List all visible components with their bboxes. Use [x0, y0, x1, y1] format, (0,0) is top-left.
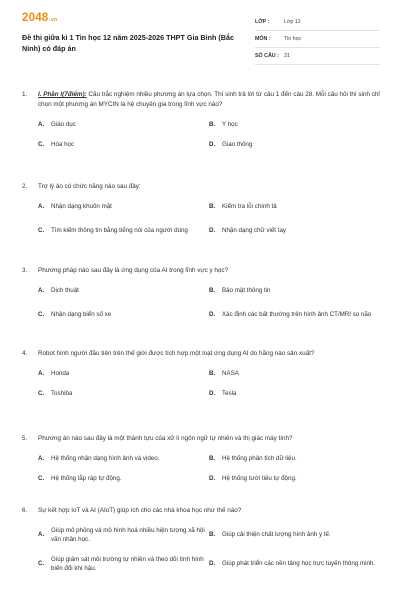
- option-text: Giao thông: [222, 140, 253, 148]
- meta-row-class: [255, 14, 380, 31]
- option-letter: D.: [209, 474, 216, 482]
- option-letter: C.: [38, 389, 45, 397]
- site-logo[interactable]: [22, 12, 57, 24]
- option-text: Dịch thuật: [51, 286, 79, 294]
- option-text: Bảo mật thông tin: [222, 286, 271, 294]
- question-text: Sự kết hợp IoT và AI (AIoT) giúp ích cho các nhà khoa học như thế nào?: [38, 507, 242, 514]
- question-3: [22, 266, 380, 329]
- option-b[interactable]: [209, 202, 380, 211]
- question-number: 5.: [22, 435, 28, 442]
- option-a[interactable]: [38, 526, 209, 544]
- option-text: Giúp giám sát môi trường tự nhiên và theo dõi tình hình biến đổi khí hậu.: [51, 555, 204, 572]
- meta-value: Lớp 12: [284, 19, 301, 25]
- option-text: Tìm kiếm thông tin bằng tiếng nói của người dùng: [51, 227, 188, 234]
- option-d[interactable]: [209, 474, 380, 483]
- option-letter: A.: [38, 531, 45, 538]
- answer-options: [38, 280, 380, 329]
- option-letter: A.: [38, 454, 45, 462]
- meta-label: LỚP :: [255, 19, 270, 25]
- question-number: 6.: [22, 507, 28, 514]
- option-text: Giúp cải thiện chất lượng hình ảnh y tế.: [222, 531, 331, 538]
- answer-options: [38, 363, 380, 403]
- logo-domain: .vn: [49, 17, 58, 23]
- logo-text: 2048: [22, 12, 49, 24]
- option-text: Nhận dạng khuôn mặt: [51, 202, 112, 210]
- option-text: Kiểm tra lỗi chính tả: [222, 202, 277, 210]
- question-1: [22, 90, 380, 154]
- option-text: Tesla: [222, 389, 237, 397]
- option-b[interactable]: [209, 120, 380, 129]
- question-number: 2.: [22, 183, 28, 190]
- option-text: Nhận dạng chữ viết tay: [222, 227, 286, 234]
- question-number: 4.: [22, 350, 28, 357]
- option-text: Nhận dạng biển số xe: [51, 311, 112, 318]
- option-text: Xác định các bất thường trên hình ảnh CT/MRI so não: [222, 311, 372, 318]
- option-text: Y học: [222, 120, 238, 128]
- answer-options: [38, 196, 380, 245]
- option-text: Hệ thống nhận dạng hình ảnh và video.: [51, 454, 160, 462]
- meta-value: 31: [284, 53, 290, 59]
- option-a[interactable]: [38, 202, 209, 211]
- option-c[interactable]: [38, 226, 209, 235]
- option-letter: A.: [38, 369, 45, 377]
- page-header: [0, 0, 400, 66]
- option-letter: B.: [209, 286, 216, 294]
- question-number: 1.: [22, 91, 28, 98]
- option-text: Honda: [51, 369, 70, 377]
- option-b[interactable]: [209, 286, 380, 295]
- question-5: [22, 434, 380, 488]
- option-letter: B.: [209, 202, 216, 210]
- option-letter: B.: [209, 369, 216, 377]
- question-2: [22, 182, 380, 245]
- question-6: [22, 506, 380, 578]
- option-b[interactable]: [209, 530, 380, 539]
- question-text: Robot hình người đầu tiên trên thế giới được tích hợp một loạt ứng dụng AI do hãng nào sản xuất?: [38, 350, 315, 357]
- option-d[interactable]: [209, 226, 380, 235]
- question-body: Câu trắc nghiệm nhiều phương án lựa chọn. Thí sinh trả lời từ câu 1 đến câu 28. Mỗi câu hỏi thí sinh chỉ chọn một phương án MYCIN là hệ chuyên gia trong lĩnh vực nào?: [38, 91, 380, 108]
- meta-row-count: [255, 48, 380, 65]
- option-letter: A.: [38, 202, 45, 210]
- question-text: Trợ lý ảo có chức năng nào sau đây:: [38, 183, 141, 190]
- option-letter: B.: [209, 120, 216, 128]
- option-text: Hóa học: [51, 140, 75, 148]
- option-text: Hệ thống phân tích dữ liệu.: [222, 454, 297, 462]
- option-letter: C.: [38, 311, 45, 318]
- option-text: NASA: [222, 369, 239, 377]
- option-letter: D.: [209, 311, 216, 318]
- meta-row-subject: [255, 31, 380, 48]
- option-letter: D.: [209, 560, 216, 567]
- option-letter: C.: [38, 140, 45, 148]
- option-a[interactable]: [38, 120, 209, 129]
- option-c[interactable]: [38, 389, 209, 398]
- option-letter: D.: [209, 389, 216, 397]
- question-4: [22, 349, 380, 403]
- option-letter: C.: [38, 474, 45, 482]
- option-text: Giúp mô phỏng và mô hình hoá nhiều hiện tượng xã hội văn nhân học.: [51, 526, 205, 543]
- question-text: Phương án nào sau đây là một thành tựu của xử lí ngôn ngữ tự nhiên và thị giác máy tính?: [38, 435, 293, 442]
- answer-options: [38, 448, 380, 488]
- option-a[interactable]: [38, 286, 209, 295]
- question-text: Phương pháp nào sau đây là ứng dụng của AI trong lĩnh vực y học?: [38, 267, 229, 274]
- option-text: Hệ thống lắp ráp tự động.: [51, 474, 122, 482]
- option-text: Giáo dục: [51, 120, 76, 128]
- option-letter: A.: [38, 120, 45, 128]
- option-letter: D.: [209, 140, 216, 148]
- option-text: Toshiba: [51, 389, 73, 397]
- option-c[interactable]: [38, 310, 209, 319]
- option-letter: C.: [38, 227, 45, 234]
- option-letter: B.: [209, 531, 216, 538]
- option-c[interactable]: [38, 555, 209, 573]
- exam-meta: [255, 14, 380, 65]
- meta-value: Tin học: [284, 36, 302, 42]
- section-heading: I. Phần I(7điểm):: [38, 91, 87, 98]
- option-text: Hệ thống tưới tiêu tự động.: [222, 474, 297, 482]
- option-letter: A.: [38, 286, 45, 294]
- answer-options: [38, 520, 380, 578]
- exam-title: Đề thi giữa kì 1 Tin học 12 năm 2025-2026 THPT Gia Bình (Bắc Ninh) có đáp án: [22, 33, 234, 53]
- option-c[interactable]: [38, 140, 209, 149]
- option-b[interactable]: [209, 454, 380, 463]
- question-text: [38, 90, 380, 110]
- option-d[interactable]: [209, 310, 380, 319]
- meta-label: SỐ CÂU :: [255, 53, 279, 59]
- question-number: 3.: [22, 267, 28, 274]
- option-a[interactable]: [38, 454, 209, 463]
- answer-options: [38, 114, 380, 154]
- option-c[interactable]: [38, 474, 209, 483]
- option-a[interactable]: [38, 369, 209, 378]
- option-d[interactable]: [209, 140, 380, 149]
- meta-label: MÔN :: [255, 36, 271, 42]
- option-d[interactable]: [209, 389, 380, 398]
- option-d[interactable]: [209, 559, 380, 568]
- option-letter: B.: [209, 454, 216, 462]
- option-letter: D.: [209, 227, 216, 234]
- option-text: Giúp phát triển các nền tảng học trực tuyến thông minh.: [222, 560, 376, 567]
- option-b[interactable]: [209, 369, 380, 378]
- option-letter: C.: [38, 560, 45, 567]
